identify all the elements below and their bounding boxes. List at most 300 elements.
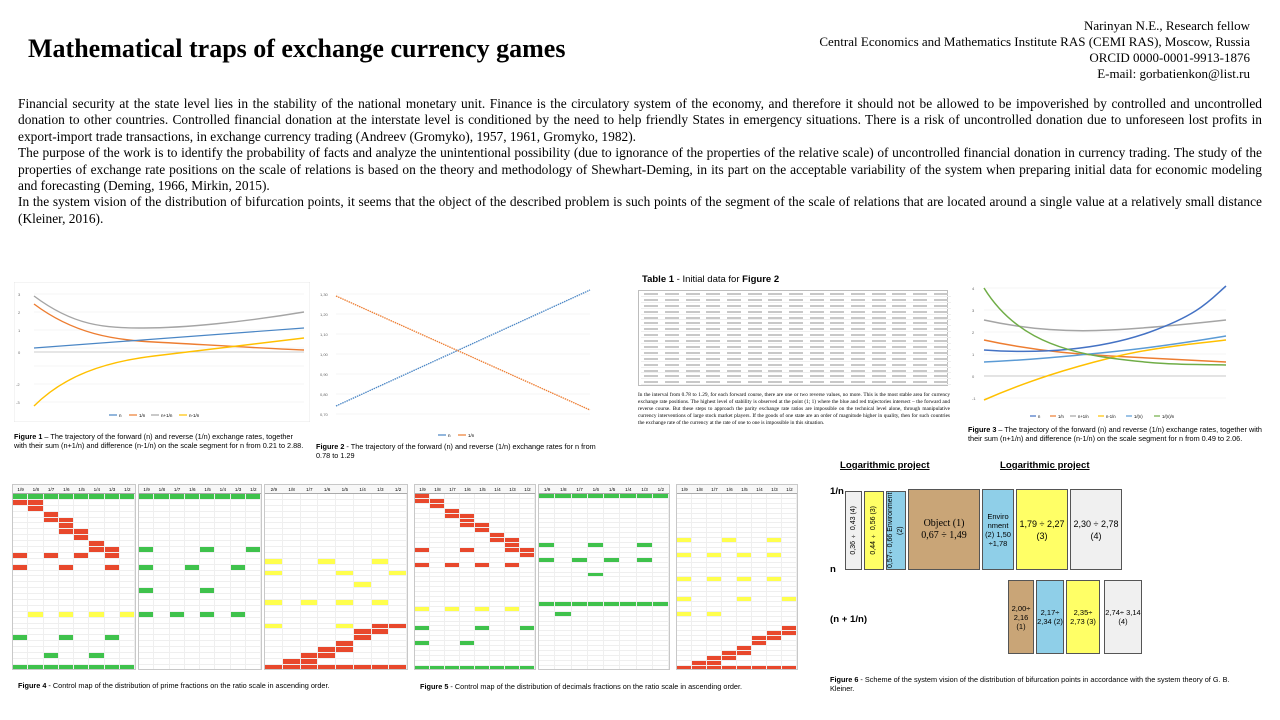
map-cell <box>154 518 169 523</box>
map-cell <box>520 592 535 596</box>
map-cell <box>44 523 59 528</box>
map-cell <box>752 617 767 621</box>
map-cell <box>354 541 372 546</box>
map-cell <box>572 597 588 601</box>
map-cell <box>782 577 797 581</box>
table-cell <box>665 340 679 342</box>
map-cell <box>139 535 154 540</box>
map-cell <box>677 617 692 621</box>
map-cell <box>539 636 555 640</box>
table-cell <box>768 299 782 301</box>
map-cell <box>430 528 445 532</box>
map-cell <box>389 565 407 570</box>
map-cell <box>44 506 59 511</box>
map-cell <box>782 504 797 508</box>
map-cell <box>139 500 154 505</box>
map-cell <box>170 594 185 599</box>
map-header-cell: 1/7 <box>449 487 456 492</box>
map-cell <box>415 523 430 527</box>
map-cell <box>74 606 89 611</box>
map-cell <box>722 538 737 542</box>
scheme-box: 0,36 ÷ 0,43 (4) <box>845 491 862 570</box>
map-cell <box>460 499 475 503</box>
map-cell <box>318 576 336 581</box>
map-cell <box>445 514 460 518</box>
map-cell <box>154 641 169 646</box>
map-cell <box>637 636 653 640</box>
map-cell <box>539 509 555 513</box>
map-cell <box>782 563 797 567</box>
map-cell <box>752 553 767 557</box>
map-cell <box>44 576 59 581</box>
map-cell <box>490 607 505 611</box>
table-cell <box>934 299 948 301</box>
map-cell <box>782 543 797 547</box>
map-cell <box>44 529 59 534</box>
map-cell <box>767 577 782 581</box>
map-cell <box>692 651 707 655</box>
map-cell <box>782 612 797 616</box>
map-cell <box>555 494 571 498</box>
map-cell <box>604 666 620 670</box>
map-cell <box>707 548 722 552</box>
map-cell <box>336 523 354 528</box>
map-cell <box>154 559 169 564</box>
map-cell <box>200 659 215 664</box>
map-cell <box>415 666 430 670</box>
map-cell <box>13 576 28 581</box>
map-cell <box>170 606 185 611</box>
map-cell <box>74 571 89 576</box>
map-cell <box>445 612 460 616</box>
table-cell <box>892 328 906 330</box>
map-cell <box>692 523 707 527</box>
map-cell <box>737 573 752 577</box>
map-cell <box>588 661 604 665</box>
map-cell <box>677 656 692 660</box>
map-cell <box>231 600 246 605</box>
map-cell <box>318 553 336 558</box>
map-cell <box>490 646 505 650</box>
map-cell <box>28 653 43 658</box>
map-cell <box>707 592 722 596</box>
map-cell <box>185 618 200 623</box>
figure2-caption: Figure 2 - The trajectory of the forward (n) and reverse (1/n) exchange rates for n from 0.78 to 1.29 <box>316 442 596 460</box>
map-cell <box>588 597 604 601</box>
map-cell <box>44 618 59 623</box>
map-cell <box>120 594 135 599</box>
map-cell <box>637 523 653 527</box>
table1-note: In the interval from 0.78 to 1.29, for each forward course, there are one or two reverse values, no more. This is the most stable area for currency exchange rate positions. The highest level of stability is observed at the point (1; 1) where the blue and red trajectories intersect – the forward and reverse course. But these steps to approach the parity exchange rate ratios are impossible on the technical level alone, through manipulative currency interventions of large stock market players. If the goods of one state are an order of magnitude higher in quality, then for such countries the exchange rate of the currency at the rate of one to one is impossible in this situation. <box>638 392 950 426</box>
map-cell <box>475 577 490 581</box>
map-cell <box>28 553 43 558</box>
map-cell <box>572 577 588 581</box>
map-cell <box>588 543 604 547</box>
map-cell <box>737 651 752 655</box>
map-cell <box>555 504 571 508</box>
table-cell <box>727 340 741 342</box>
map-cell <box>752 519 767 523</box>
table-cell <box>748 322 762 324</box>
map-cell <box>246 635 261 640</box>
map-cell <box>752 514 767 518</box>
map-cell <box>737 494 752 498</box>
map-cell <box>105 576 120 581</box>
table-cell <box>748 346 762 348</box>
map-cell <box>539 661 555 665</box>
map-cell <box>200 500 215 505</box>
map-cell <box>445 607 460 611</box>
map-cell <box>752 558 767 562</box>
map-cell <box>372 571 390 576</box>
map-cell <box>415 558 430 562</box>
map-cell <box>782 661 797 665</box>
map-cell <box>722 646 737 650</box>
map-header-cell: 1/4 <box>93 487 101 492</box>
map-cell <box>505 553 520 557</box>
table-cell <box>830 322 844 324</box>
map-cell <box>737 666 752 670</box>
table-cell <box>665 299 679 301</box>
map-cell <box>318 559 336 564</box>
map-cell <box>139 629 154 634</box>
map-header-cell: 1/6 <box>189 487 196 492</box>
map-cell <box>105 629 120 634</box>
map-cell <box>637 597 653 601</box>
map-cell <box>539 607 555 611</box>
table-cell <box>872 370 886 372</box>
map-cell <box>520 651 535 655</box>
map-cell <box>752 631 767 635</box>
map-cell <box>505 523 520 527</box>
map-cell <box>185 629 200 634</box>
map-cell <box>752 636 767 640</box>
map-cell <box>170 512 185 517</box>
map-cell <box>782 666 797 670</box>
map-header-cell: 1/9 <box>543 487 551 492</box>
map-cell <box>301 553 319 558</box>
map-cell <box>28 494 43 499</box>
table-cell <box>851 375 865 377</box>
map-cell <box>555 582 571 586</box>
map-cell <box>520 641 535 645</box>
map-cell <box>475 499 490 503</box>
svg-text:1,30: 1,30 <box>320 292 328 297</box>
map-header-cell: 1/4 <box>756 487 763 492</box>
map-cell <box>231 588 246 593</box>
map-cell <box>89 594 104 599</box>
map-cell <box>637 509 653 513</box>
map-cell <box>490 573 505 577</box>
map-cell <box>460 563 475 567</box>
map-cell <box>620 509 636 513</box>
map-cell <box>490 641 505 645</box>
map-cell <box>637 582 653 586</box>
map-cell <box>520 602 535 606</box>
map-cell <box>89 512 104 517</box>
map-cell <box>572 509 588 513</box>
map-cell <box>415 582 430 586</box>
map-cell <box>318 629 336 634</box>
map-cell <box>572 636 588 640</box>
map-cell <box>737 553 752 557</box>
map-cell <box>653 661 669 665</box>
map-cell <box>707 651 722 655</box>
map-cell <box>301 582 319 587</box>
map-cell <box>752 538 767 542</box>
map-cell <box>707 558 722 562</box>
map-cell <box>318 624 336 629</box>
map-cell <box>415 553 430 557</box>
map-cell <box>707 666 722 670</box>
map-cell <box>372 547 390 552</box>
map-cell <box>767 519 782 523</box>
map-cell <box>782 573 797 577</box>
map-cell <box>185 576 200 581</box>
map-cell <box>767 499 782 503</box>
map-cell <box>620 617 636 621</box>
map-cell <box>677 573 692 577</box>
map-cell <box>445 538 460 542</box>
map-cell <box>246 653 261 658</box>
map-cell <box>539 523 555 527</box>
row-label: (n + 1/n) <box>830 614 868 625</box>
map-cell <box>737 514 752 518</box>
map-cell <box>460 573 475 577</box>
map-cell <box>200 647 215 652</box>
map-cell <box>555 577 571 581</box>
map-header-cell: 1/8 <box>560 487 567 492</box>
map-cell <box>74 600 89 605</box>
map-cell <box>520 573 535 577</box>
map-cell <box>460 641 475 645</box>
map-header-cell: 1/5 <box>741 487 748 492</box>
map-cell <box>767 597 782 601</box>
map-cell <box>372 641 390 646</box>
map-cell <box>767 543 782 547</box>
map-cell <box>59 535 74 540</box>
table-cell <box>706 293 720 295</box>
map-cell <box>301 659 319 664</box>
map-cell <box>430 548 445 552</box>
map-cell <box>539 499 555 503</box>
map-cell <box>653 636 669 640</box>
table-cell <box>830 370 844 372</box>
map-cell <box>120 494 135 499</box>
map-cell <box>692 612 707 616</box>
map-cell <box>707 597 722 601</box>
map-cell <box>445 651 460 655</box>
map-cell <box>265 647 283 652</box>
map-cell <box>301 612 319 617</box>
map-cell <box>588 523 604 527</box>
table-cell <box>892 381 906 383</box>
map-cell <box>139 553 154 558</box>
map-cell <box>445 597 460 601</box>
map-cell <box>336 547 354 552</box>
map-cell <box>572 543 588 547</box>
map-cell <box>707 509 722 513</box>
map-header-cell: 1/3 <box>108 487 116 492</box>
map-cell <box>105 547 120 552</box>
map-cell <box>490 499 505 503</box>
map-cell <box>782 553 797 557</box>
map-cell <box>105 571 120 576</box>
map-cell <box>283 559 301 564</box>
map-cell <box>215 659 230 664</box>
table-cell <box>872 358 886 360</box>
map-cell <box>139 659 154 664</box>
map-cell <box>555 563 571 567</box>
map-cell <box>246 606 261 611</box>
map-cell <box>265 553 283 558</box>
table-cell <box>665 358 679 360</box>
map-cell <box>722 631 737 635</box>
map-cell <box>246 647 261 652</box>
map-cell <box>752 602 767 606</box>
map-cell <box>139 529 154 534</box>
map-cell <box>722 597 737 601</box>
map-cell <box>767 646 782 650</box>
map-cell <box>782 558 797 562</box>
table-cell <box>934 375 948 377</box>
map-cell <box>354 523 372 528</box>
table-cell <box>706 370 720 372</box>
map-cell <box>74 618 89 623</box>
map-cell <box>170 535 185 540</box>
map-cell <box>301 518 319 523</box>
map-cell <box>318 529 336 534</box>
map-cell <box>604 612 620 616</box>
map-cell <box>430 514 445 518</box>
map-cell <box>415 626 430 630</box>
scheme-box: 0,44 ÷ 0,56 (3) <box>864 491 884 570</box>
map-cell <box>28 659 43 664</box>
map-cell <box>139 594 154 599</box>
table-cell <box>810 375 824 377</box>
map-header-cell: 1/8 <box>288 487 295 492</box>
map-cell <box>604 533 620 537</box>
map-cell <box>28 588 43 593</box>
map-cell <box>265 565 283 570</box>
map-cell <box>430 519 445 523</box>
table-cell <box>644 381 658 383</box>
map-cell <box>354 582 372 587</box>
map-cell <box>389 529 407 534</box>
map-cell <box>707 543 722 547</box>
map-cell <box>620 626 636 630</box>
map-cell <box>336 629 354 634</box>
map-cell <box>475 543 490 547</box>
table-cell <box>851 364 865 366</box>
map-cell <box>336 612 354 617</box>
map-cell <box>752 656 767 660</box>
table1-title: Table 1 - Initial data for Figure 2 <box>642 274 780 285</box>
map-cell <box>677 597 692 601</box>
table-cell <box>851 381 865 383</box>
map-cell <box>620 666 636 670</box>
map-cell <box>677 494 692 498</box>
map-cell <box>637 553 653 557</box>
map-cell <box>59 553 74 558</box>
map-cell <box>737 626 752 630</box>
map-cell <box>692 528 707 532</box>
map-cell <box>430 651 445 655</box>
map-cell <box>475 519 490 523</box>
map-cell <box>105 624 120 629</box>
map-cell <box>737 641 752 645</box>
map-cell <box>318 647 336 652</box>
map-cell <box>415 509 430 513</box>
map-cell <box>782 533 797 537</box>
map-cell <box>283 518 301 523</box>
map-header-cell: 1/9 <box>681 487 688 492</box>
map-cell <box>555 651 571 655</box>
map-cell <box>604 553 620 557</box>
map-cell <box>139 665 154 670</box>
map-cell <box>620 568 636 572</box>
map-cell <box>490 626 505 630</box>
map-cell <box>44 612 59 617</box>
map-cell <box>59 606 74 611</box>
map-cell <box>265 618 283 623</box>
map-cell <box>265 582 283 587</box>
map-cell <box>505 636 520 640</box>
map-cell <box>231 571 246 576</box>
map-cell <box>139 494 154 499</box>
map-cell <box>604 538 620 542</box>
map-cell <box>604 641 620 645</box>
table-cell <box>768 334 782 336</box>
map-cell <box>490 582 505 586</box>
map-cell <box>767 523 782 527</box>
map-cell <box>460 631 475 635</box>
map-cell <box>389 647 407 652</box>
map-cell <box>620 592 636 596</box>
map-cell <box>588 666 604 670</box>
map-cell <box>154 659 169 664</box>
map-cell <box>215 553 230 558</box>
map-cell <box>200 612 215 617</box>
table-cell <box>810 317 824 319</box>
map-cell <box>677 519 692 523</box>
map-cell <box>620 528 636 532</box>
map-cell <box>677 528 692 532</box>
map-cell <box>74 576 89 581</box>
map-cell <box>430 661 445 665</box>
map-cell <box>604 573 620 577</box>
map-cell <box>28 612 43 617</box>
map-cell <box>539 568 555 572</box>
row-label: 1/n <box>830 486 844 497</box>
map-cell <box>588 519 604 523</box>
table-cell <box>706 364 720 366</box>
map-cell <box>13 523 28 528</box>
map-cell <box>354 641 372 646</box>
map-cell <box>154 624 169 629</box>
map-cell <box>782 636 797 640</box>
map-cell <box>59 594 74 599</box>
map-cell <box>475 617 490 621</box>
map-cell <box>555 666 571 670</box>
svg-text:-2: -2 <box>16 382 20 387</box>
figure5-map-middle <box>538 484 670 670</box>
map-cell <box>200 635 215 640</box>
map-cell <box>246 553 261 558</box>
map-cell <box>28 565 43 570</box>
table-cell <box>665 305 679 307</box>
map-cell <box>59 547 74 552</box>
